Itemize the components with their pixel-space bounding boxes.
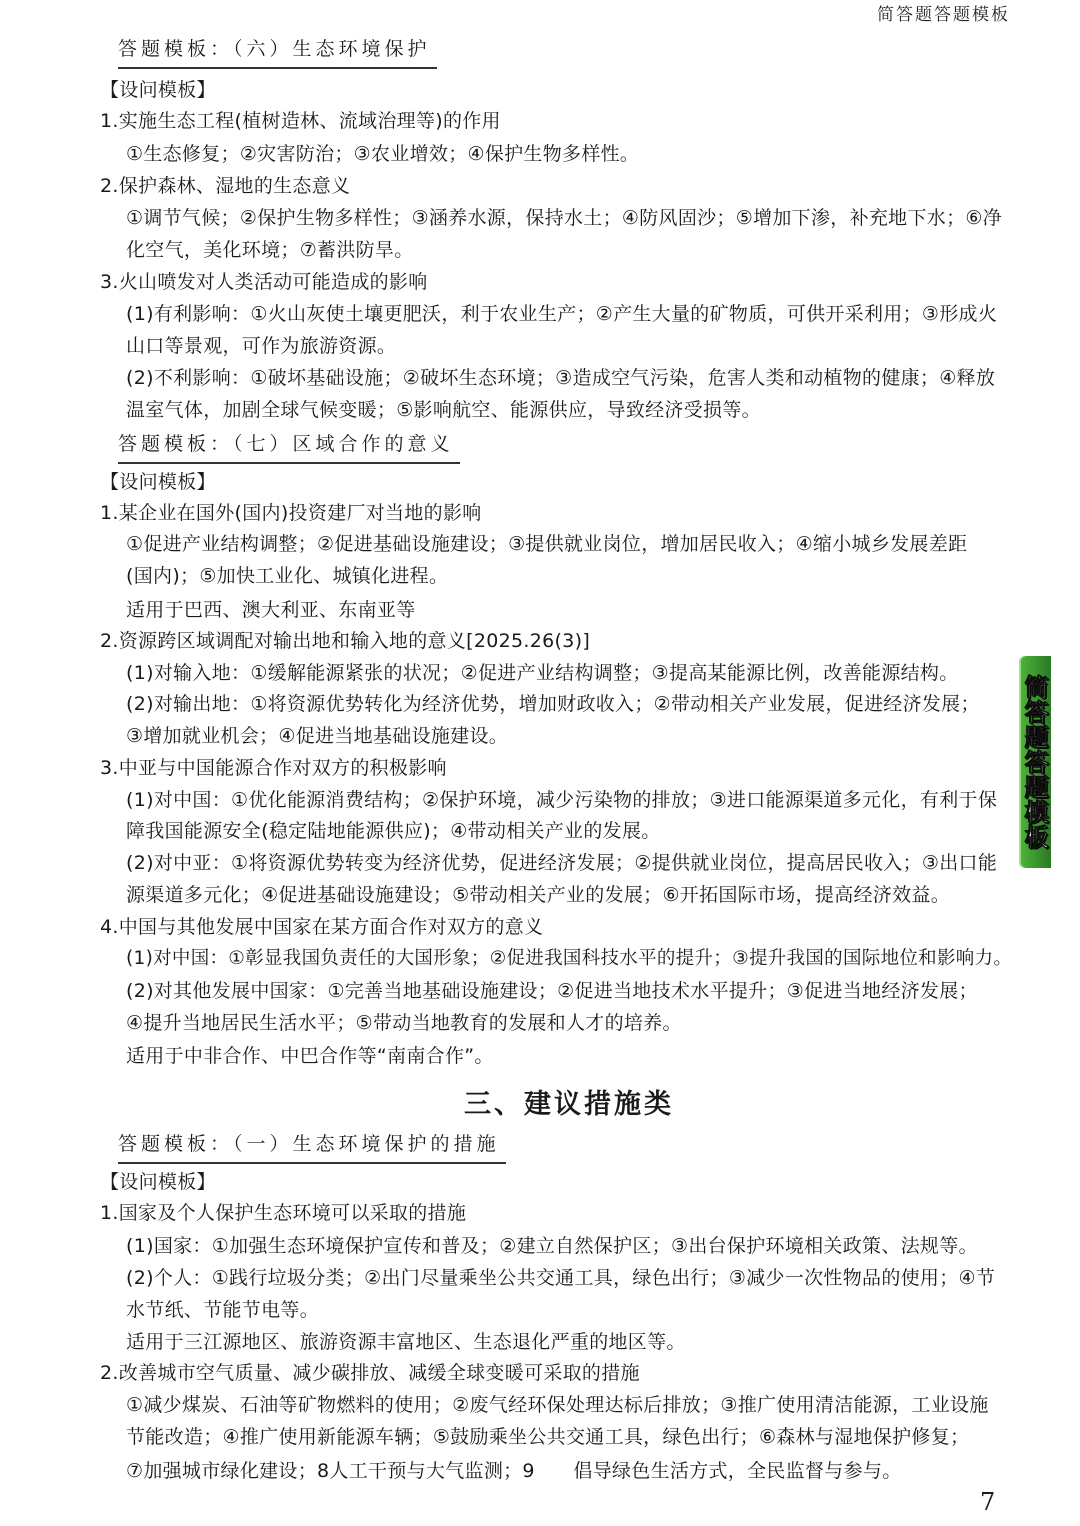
answer-line: 源渠道多元化；④促进基础设施建设；⑤带动相关产业的发展；⑥开拓国际市场，提高经济效益。 [126,884,951,906]
answer-line: ①减少煤炭、石油等矿物燃料的使用；②废气经环保处理达标后排放；③推广使用清洁能源，工业设施 [126,1394,989,1416]
question-title: 4.中国与其他发展中国家在某方面合作对双方的意义 [100,916,544,938]
answer-line: 山口等景观，可作为旅游资源。 [126,335,397,357]
answer-line: 化空气，美化环境；⑦蓄洪防旱。 [126,239,414,261]
section-heading-regional-cooperation: 答题模板：（七）区域合作的意义 [118,429,460,464]
page-number: 7 [980,1488,996,1516]
question-title: 1.实施生态工程(植树造林、流域治理等)的作用 [100,110,501,132]
question-template-tag: 【设问模板】 [100,1171,216,1193]
question-template-tag: 【设问模板】 [100,471,216,493]
answer-line: (1)有利影响：①火山灰使土壤更肥沃，利于农业生产；②产生大量的矿物质，可供开采利用；③形成火 [126,303,998,325]
side-tab[interactable] [1019,656,1051,868]
question-title: 1.国家及个人保护生态环境可以采取的措施 [100,1202,467,1224]
question-title: 3.中亚与中国能源合作对双方的积极影响 [100,757,447,779]
answer-line: (2)个人：①践行垃圾分类；②出门尽量乘坐公共交通工具，绿色出行；③减少一次性物品的使用；④节 [126,1267,996,1289]
answer-line: (1)对输入地：①缓解能源紧张的状况；②促进产业结构调整；③提高某能源比例，改善能源结构。 [126,662,959,684]
question-title: 2.改善城市空气质量、减少碳排放、减缓全球变暖可采取的措施 [100,1362,640,1384]
question-title: 3.火山喷发对人类活动可能造成的影响 [100,271,428,293]
answer-line: 适用于三江源地区、旅游资源丰富地区、生态退化严重的地区等。 [126,1331,686,1353]
question-title: 2.保护森林、湿地的生态意义 [100,175,351,197]
answer-line: (2)对中亚：①将资源优势转变为经济优势，促进经济发展；②提供就业岗位，提高居民收入；③出口能 [126,852,998,874]
question-template-tag: 【设问模板】 [100,79,216,101]
answer-line: (2)对输出地：①将资源优势转化为经济优势，增加财政收入；②带动相关产业发展，促进经济发展； [126,693,980,715]
answer-line: (1)对中国：①优化能源消费结构；②保护环境，减少污染物的排放；③进口能源渠道多元化，有利于保 [126,789,998,811]
question-title: 2.资源跨区域调配对输出地和输入地的意义[2025.26(3)] [100,630,591,652]
chapter-heading: 三、建议措施类 [464,1089,674,1120]
section-heading-ecology: 答题模板：（六）生态环境保护 [118,34,437,69]
answer-line: 障我国能源安全(稳定陆地能源供应)；④带动相关产业的发展。 [126,820,661,842]
answer-line: 适用于中非合作、中巴合作等“南南合作”。 [126,1045,494,1067]
answer-line: ⑦加强城市绿化建设；8人工干预与大气监测；9 倡导绿色生活方式，全民监督与参与。 [126,1460,902,1482]
question-title: 1.某企业在国外(国内)投资建厂对当地的影响 [100,502,482,524]
answer-line: 适用于巴西、澳大利亚、东南亚等 [126,599,416,621]
answer-line: 节能改造；④推广使用新能源车辆；⑤鼓励乘坐公共交通工具，绿色出行；⑥森林与湿地保护修复； [126,1426,970,1448]
answer-line: (2)对其他发展中国家：①完善当地基础设施建设；②促进当地技术水平提升；③促进当地经济发展； [126,980,978,1002]
side-tab-label: 简答题答题模板 [1020,674,1049,850]
answer-line: 水节纸、节能节电等。 [126,1299,320,1321]
section-heading-eco-measures: 答题模板：（一）生态环境保护的措施 [118,1129,506,1164]
answer-line: (1)对中国：①彰显我国负责任的大国形象；②促进我国科技水平的提升；③提升我国的国际地位和影响力。 [126,948,1013,969]
running-header: 简答题答题模板 [877,5,1010,25]
answer-line: ③增加就业机会；④促进当地基础设施建设。 [126,725,509,747]
answer-line: (2)不利影响：①破坏基础设施；②破坏生态环境；③造成空气污染，危害人类和动植物的健康；④释放 [126,367,996,389]
answer-line: (1)国家：①加强生态环境保护宣传和普及；②建立自然保护区；③出台保护环境相关政策、法规等。 [126,1235,978,1257]
answer-line: (国内)；⑤加快工业化、城镇化进程。 [126,565,449,587]
answer-line: ①促进产业结构调整；②促进基础设施建设；③提供就业岗位，增加居民收入；④缩小城乡发展差距 [126,533,968,555]
answer-line: ④提升当地居民生活水平；⑤带动当地教育的发展和人才的培养。 [126,1012,682,1034]
answer-line: ①生态修复；②灾害防治；③农业增效；④保护生物多样性。 [126,143,640,165]
answer-line: ①调节气候；②保护生物多样性；③涵养水源，保持水土；④防风固沙；⑤增加下渗，补充地下水；⑥净 [126,207,1003,229]
answer-line: 温室气体，加剧全球气候变暖；⑤影响航空、能源供应，导致经济受损等。 [126,399,761,421]
